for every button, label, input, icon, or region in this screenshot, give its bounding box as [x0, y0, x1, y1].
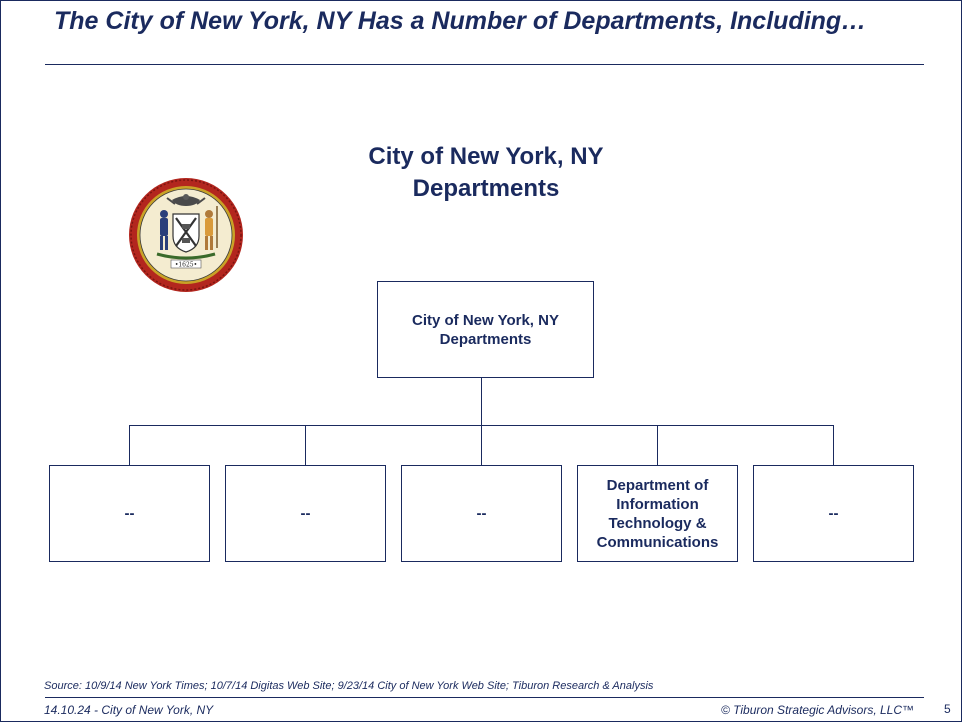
org-child-box-2 [225, 465, 386, 562]
nyc-seal-logo [127, 176, 245, 294]
connector-child-5 [833, 425, 834, 465]
org-child-box-3 [401, 465, 562, 562]
connector-child-4 [657, 425, 658, 465]
diagram-heading-line-2: Departments [412, 175, 560, 202]
org-child-box-4 [577, 465, 738, 562]
connector-root-down [481, 377, 482, 426]
footer-copyright: © Tiburon Strategic Advisors, LLC™ [720, 703, 914, 717]
connector-child-2 [305, 425, 306, 465]
page-number: 5 [944, 702, 951, 716]
org-child-label: -- [828, 505, 839, 522]
svg-text:•1625•: •1625• [174, 261, 198, 269]
footer-date-label: 14.10.24 - City of New York, NY [44, 703, 214, 717]
connector-child-1 [129, 425, 130, 465]
org-root-label: City of New York, NY Departments [412, 311, 559, 348]
title-divider [45, 64, 924, 65]
org-child-label: -- [300, 505, 311, 522]
org-child-label: Department of Information Technology & Communications [596, 476, 719, 551]
connector-child-3 [481, 425, 482, 465]
footer-divider [45, 697, 924, 698]
org-root-box [377, 281, 594, 378]
diagram-heading-line-1: City of New York, NY [368, 143, 604, 170]
org-child-box-5 [753, 465, 914, 562]
org-child-box-1 [49, 465, 210, 562]
org-child-label: -- [124, 505, 135, 522]
source-note: Source: 10/9/14 New York Times; 10/7/14 Digitas Web Site; 9/23/14 City of New York Web Site; Tiburon Research & Analysis [44, 680, 654, 692]
org-child-label: -- [476, 505, 487, 522]
diagram-heading [286, 141, 686, 205]
slide-title: The City of New York, NY Has a Number of Departments, Including… [54, 7, 867, 35]
